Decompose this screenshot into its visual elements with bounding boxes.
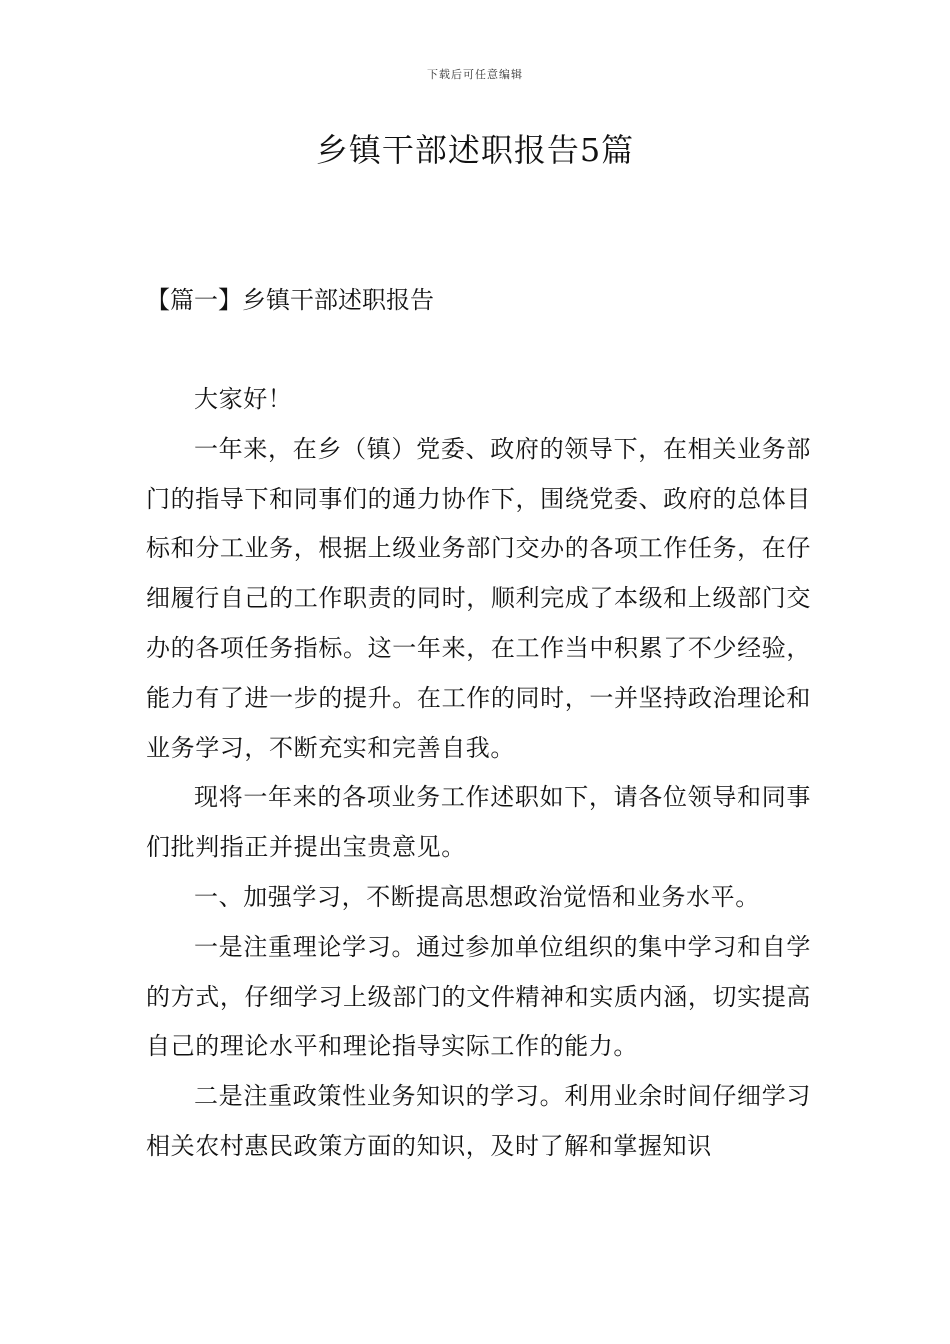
header-note: 下载后可任意编辑 bbox=[427, 68, 523, 81]
paragraph-point-two: 二是注重政策性业务知识的学习。利用业余时间仔细学习相关农村惠民政策方面的知识，及时了解和掌握知识 bbox=[146, 1082, 811, 1160]
paragraph-point-one: 一是注重理论学习。通过参加单位组织的集中学习和自学的方式，仔细学习上级部门的文件精神和实质内涵，切实提高自己的理论水平和理论指导实际工作的能力。 bbox=[146, 932, 811, 1061]
paragraph-intro: 一年来，在乡（镇）党委、政府的领导下，在相关业务部门的指导下和同事们的通力协作下，围绕党委、政府的总体目标和分工业务，根据上级业务部门交办的各项工作任务，在仔细履行自己的工作职责的同时，顺利完成了本级和上级部门交办的各项任务指标。这一年来，在工作当中积累了不少经验，能力有了进一步的提升。在工作的同时，一并坚持政治理论和业务学习，不断充实和完善自我。 bbox=[146, 434, 811, 762]
document-title: 乡镇干部述职报告5篇 bbox=[315, 131, 635, 169]
paragraph-greeting: 大家好！ bbox=[194, 385, 293, 413]
section-heading: 【篇一】乡镇干部述职报告 bbox=[146, 286, 434, 314]
document-body bbox=[146, 375, 811, 1172]
paragraph-summary: 现将一年来的各项业务工作述职如下，请各位领导和同事们批判指正并提出宝贵意见。 bbox=[146, 783, 811, 862]
paragraph-section-one: 一、加强学习，不断提高思想政治觉悟和业务水平。 bbox=[194, 882, 760, 911]
